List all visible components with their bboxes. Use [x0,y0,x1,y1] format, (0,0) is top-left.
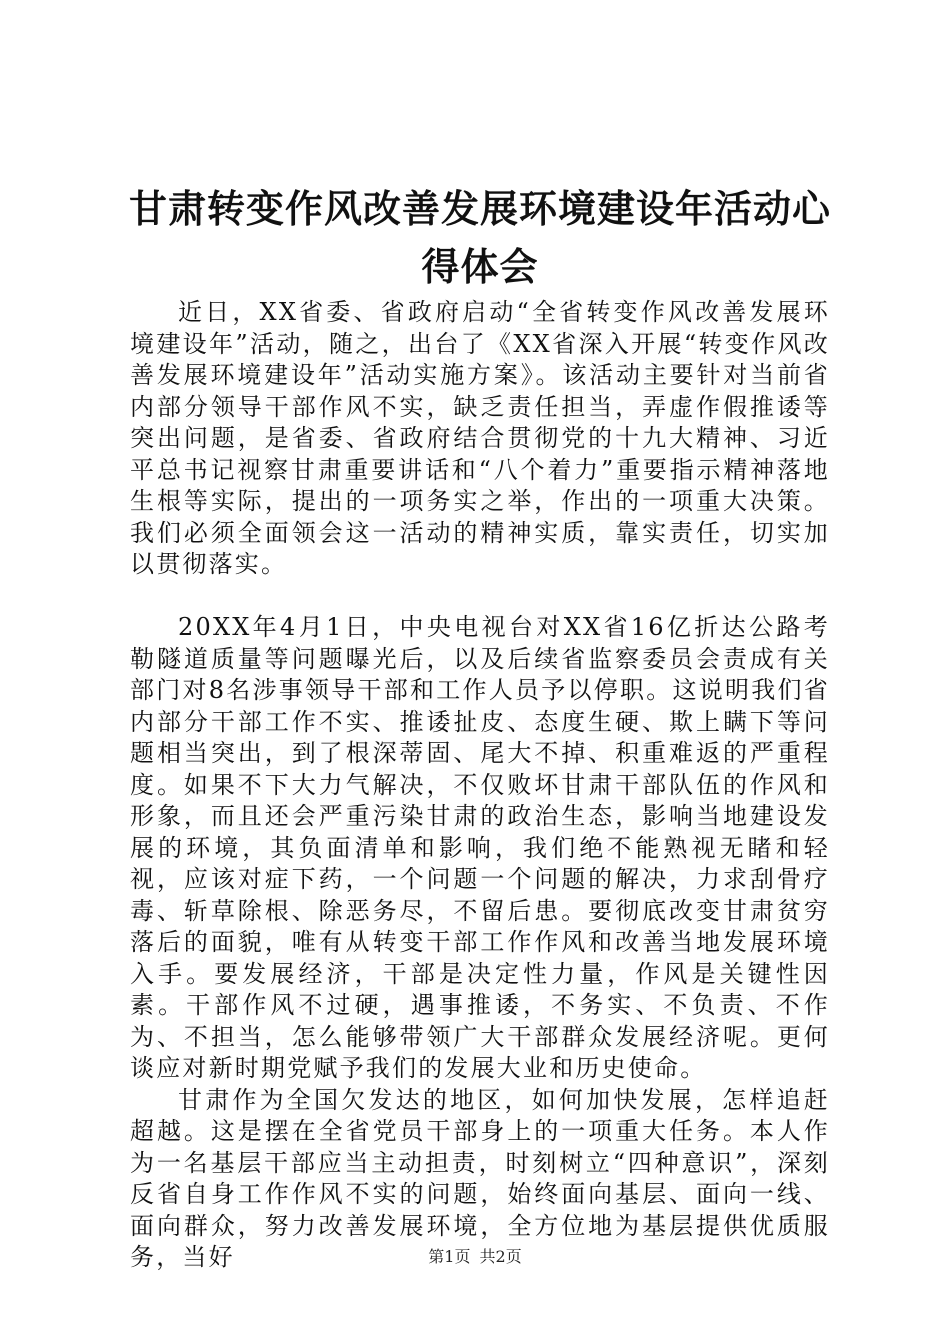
paragraph-1: 近日，XX省委、省政府启动“全省转变作风改善发展环境建设年”活动，随之，出台了《XX省深入开展“转变作风改善发展环境建设年”活动实施方案》。该活动主要针对当前省内部分领导干部作风不实，缺乏责任担当，弄虚作假推诿等突出问题，是省委、省政府结合贯彻党的十九大精神、习近平总书记视察甘肃重要讲话和“八个着力”重要指示精神落地生根等实际，提出的一项务实之举，作出的一项重大决策。我们必须全面领会这一活动的精神实质，靠实责任，切实加以贯彻落实。 [130,298,830,578]
page-number-total: 共2页 [479,1247,522,1266]
document-body [130,297,830,1274]
paragraph-gap [130,581,830,613]
document-title: 甘肃转变作风改善发展环境建设年活动心得体会 [128,186,831,289]
page-footer [0,1244,950,1267]
paragraph-3: 甘肃作为全国欠发达的地区，如何加快发展，怎样追赶超越。这是摆在全省党员干部身上的一项重大任务。本人作为一名基层干部应当主动担责，时刻树立“四种意识”，深刻反省自身工作作风不实的问题，始终面向基层、面向一线、面向群众，努力改善发展环境，全方位地为基层提供优质服务，当好 [130,1085,830,1271]
page-number-current: 第1页 [428,1247,471,1266]
paragraph-2: 20XX年4月1日，中央电视台对XX省16亿折达公路考勒隧道质量等问题曝光后，以及后续省监察委员会责成有关部门对8名涉事领导干部和工作人员予以停职。这说明我们省内部分干部工作不实、推诿扯皮、态度生硬、欺上瞒下等问题相当突出，到了根深蒂固、尾大不掉、积重难返的严重程度。如果不下大力气解决，不仅败坏甘肃干部队伍的作风和形象，而且还会严重污染甘肃的政治生态，影响当地建设发展的环境，其负面清单和影响，我们绝不能熟视无睹和轻视，应该对症下药，一个问题一个问题的解决，力求刮骨疗毒、斩草除根、除恶务尽，不留后患。要彻底改变甘肃贫穷落后的面貌，唯有从转变干部工作作风和改善当地发展环境入手。要发展经济，干部是决定性力量，作风是关键性因素。干部作风不过硬，遇事推诿，不务实、不负责、不作为、不担当，怎么能够带领广大干部群众发展经济呢。更何谈应对新时期党赋予我们的发展大业和历史使命。 [130,613,830,1082]
